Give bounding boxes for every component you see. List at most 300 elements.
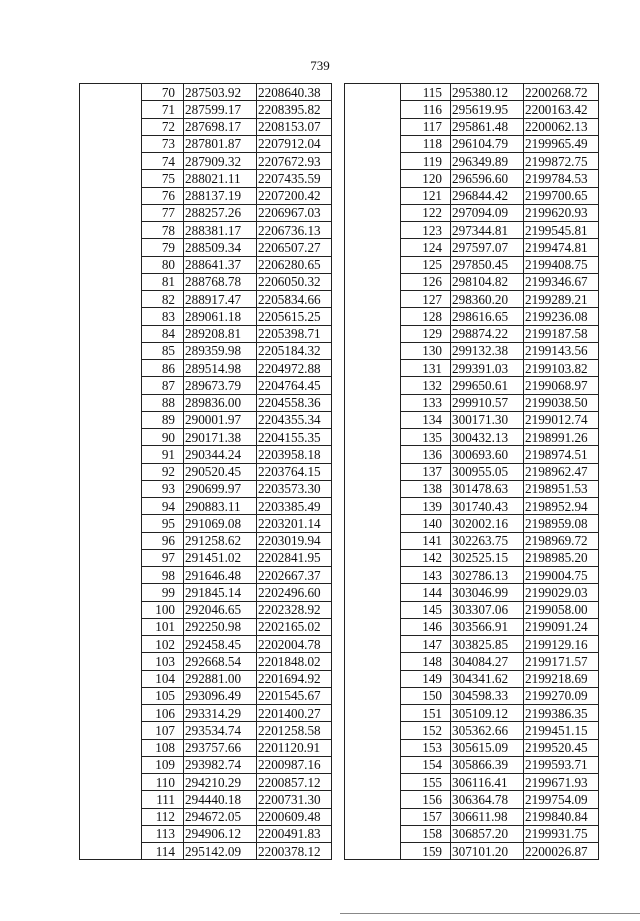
x-coordinate-cell: 287503.92: [184, 84, 257, 101]
point-number-cell: 100: [142, 601, 184, 618]
blank-cell: [80, 342, 142, 359]
blank-cell: [80, 567, 142, 584]
blank-cell: [345, 84, 401, 101]
blank-cell: [345, 429, 401, 446]
x-coordinate-cell: 298616.65: [451, 308, 524, 325]
blank-cell: [80, 170, 142, 187]
blank-cell: [345, 756, 401, 773]
blank-cell: [80, 549, 142, 566]
x-coordinate-cell: 301478.63: [451, 480, 524, 497]
point-number-cell: 154: [401, 756, 451, 773]
blank-cell: [345, 480, 401, 497]
point-number-cell: 116: [401, 101, 451, 118]
blank-cell: [345, 256, 401, 273]
point-number-cell: 134: [401, 411, 451, 428]
point-number-cell: 109: [142, 756, 184, 773]
y-coordinate-cell: 2207912.04: [257, 135, 332, 152]
y-coordinate-cell: 2199068.97: [524, 377, 599, 394]
x-coordinate-cell: 296104.79: [451, 135, 524, 152]
blank-cell: [80, 377, 142, 394]
x-coordinate-cell: 305866.39: [451, 756, 524, 773]
blank-cell: [80, 722, 142, 739]
blank-cell: [80, 791, 142, 808]
table-row: [345, 618, 599, 635]
y-coordinate-cell: 2199872.75: [524, 153, 599, 170]
table-row: [345, 325, 599, 342]
y-coordinate-cell: 2204764.45: [257, 377, 332, 394]
blank-cell: [345, 722, 401, 739]
y-coordinate-cell: 2202496.60: [257, 584, 332, 601]
blank-cell: [345, 739, 401, 756]
y-coordinate-cell: 2208153.07: [257, 118, 332, 135]
table-row: [80, 791, 332, 808]
y-coordinate-cell: 2199545.81: [524, 222, 599, 239]
x-coordinate-cell: 290001.97: [184, 411, 257, 428]
table-row: [80, 756, 332, 773]
x-coordinate-cell: 293534.74: [184, 722, 257, 739]
table-row: [80, 446, 332, 463]
point-number-cell: 135: [401, 429, 451, 446]
blank-cell: [345, 411, 401, 428]
x-coordinate-cell: 303046.99: [451, 584, 524, 601]
x-coordinate-cell: 298104.82: [451, 273, 524, 290]
blank-cell: [345, 825, 401, 842]
x-coordinate-cell: 303825.85: [451, 636, 524, 653]
x-coordinate-cell: 304341.62: [451, 670, 524, 687]
x-coordinate-cell: 306611.98: [451, 808, 524, 825]
table-row: [80, 429, 332, 446]
blank-cell: [80, 705, 142, 722]
point-number-cell: 143: [401, 567, 451, 584]
y-coordinate-cell: 2199091.24: [524, 618, 599, 635]
x-coordinate-cell: 302263.75: [451, 532, 524, 549]
y-coordinate-cell: 2199408.75: [524, 256, 599, 273]
blank-cell: [345, 532, 401, 549]
y-coordinate-cell: 2199520.45: [524, 739, 599, 756]
point-number-cell: 117: [401, 118, 451, 135]
y-coordinate-cell: 2199451.15: [524, 722, 599, 739]
x-coordinate-cell: 293096.49: [184, 687, 257, 704]
table-row: [80, 774, 332, 791]
point-number-cell: 103: [142, 653, 184, 670]
blank-cell: [345, 808, 401, 825]
blank-cell: [345, 360, 401, 377]
table-row: [345, 377, 599, 394]
blank-cell: [80, 480, 142, 497]
x-coordinate-cell: 288021.11: [184, 170, 257, 187]
table-row: [345, 808, 599, 825]
blank-cell: [80, 515, 142, 532]
x-coordinate-cell: 294440.18: [184, 791, 257, 808]
y-coordinate-cell: 2199187.58: [524, 325, 599, 342]
point-number-cell: 107: [142, 722, 184, 739]
coordinate-table-left: [79, 83, 332, 860]
y-coordinate-cell: 2199474.81: [524, 239, 599, 256]
y-coordinate-cell: 2199236.08: [524, 308, 599, 325]
x-coordinate-cell: 287801.87: [184, 135, 257, 152]
y-coordinate-cell: 2199620.93: [524, 204, 599, 221]
blank-cell: [80, 756, 142, 773]
blank-cell: [345, 394, 401, 411]
x-coordinate-cell: 290171.38: [184, 429, 257, 446]
blank-cell: [80, 222, 142, 239]
blank-cell: [80, 360, 142, 377]
table-row: [345, 101, 599, 118]
y-coordinate-cell: 2200268.72: [524, 84, 599, 101]
blank-cell: [80, 687, 142, 704]
point-number-cell: 80: [142, 256, 184, 273]
x-coordinate-cell: 293314.29: [184, 705, 257, 722]
table-row: [345, 567, 599, 584]
blank-cell: [80, 670, 142, 687]
table-row: [345, 239, 599, 256]
table-row: [345, 153, 599, 170]
table-row: [345, 256, 599, 273]
table-row: [80, 670, 332, 687]
point-number-cell: 84: [142, 325, 184, 342]
blank-cell: [345, 153, 401, 170]
y-coordinate-cell: 2208640.38: [257, 84, 332, 101]
x-coordinate-cell: 304598.33: [451, 687, 524, 704]
y-coordinate-cell: 2198991.26: [524, 429, 599, 446]
y-coordinate-cell: 2202841.95: [257, 549, 332, 566]
point-number-cell: 106: [142, 705, 184, 722]
table-row: [80, 360, 332, 377]
x-coordinate-cell: 287909.32: [184, 153, 257, 170]
y-coordinate-cell: 2199965.49: [524, 135, 599, 152]
y-coordinate-cell: 2206507.27: [257, 239, 332, 256]
blank-cell: [345, 273, 401, 290]
table-row: [80, 170, 332, 187]
y-coordinate-cell: 2203573.30: [257, 480, 332, 497]
x-coordinate-cell: 294906.12: [184, 825, 257, 842]
table-row: [345, 480, 599, 497]
x-coordinate-cell: 301740.43: [451, 498, 524, 515]
table-row: [80, 342, 332, 359]
blank-cell: [345, 515, 401, 532]
blank-cell: [80, 739, 142, 756]
x-coordinate-cell: 294210.29: [184, 774, 257, 791]
point-number-cell: 101: [142, 618, 184, 635]
y-coordinate-cell: 2202165.02: [257, 618, 332, 635]
y-coordinate-cell: 2199004.75: [524, 567, 599, 584]
blank-cell: [345, 498, 401, 515]
blank-cell: [345, 170, 401, 187]
point-number-cell: 137: [401, 463, 451, 480]
table-row: [345, 84, 599, 101]
x-coordinate-cell: 298874.22: [451, 325, 524, 342]
x-coordinate-cell: 306364.78: [451, 791, 524, 808]
blank-cell: [80, 653, 142, 670]
blank-cell: [80, 825, 142, 842]
y-coordinate-cell: 2200491.83: [257, 825, 332, 842]
point-number-cell: 74: [142, 153, 184, 170]
blank-cell: [80, 774, 142, 791]
blank-cell: [80, 153, 142, 170]
point-number-cell: 159: [401, 843, 451, 860]
point-number-cell: 71: [142, 101, 184, 118]
table-row: [80, 584, 332, 601]
table-row: [80, 291, 332, 308]
point-number-cell: 95: [142, 515, 184, 532]
blank-cell: [80, 618, 142, 635]
blank-cell: [345, 567, 401, 584]
y-coordinate-cell: 2198952.94: [524, 498, 599, 515]
table-row: [80, 567, 332, 584]
table-row: [80, 618, 332, 635]
table-row: [80, 239, 332, 256]
point-number-cell: 102: [142, 636, 184, 653]
point-number-cell: 151: [401, 705, 451, 722]
point-number-cell: 149: [401, 670, 451, 687]
blank-cell: [345, 239, 401, 256]
blank-cell: [80, 601, 142, 618]
point-number-cell: 136: [401, 446, 451, 463]
y-coordinate-cell: 2204558.36: [257, 394, 332, 411]
y-coordinate-cell: 2198974.51: [524, 446, 599, 463]
blank-cell: [80, 498, 142, 515]
point-number-cell: 152: [401, 722, 451, 739]
point-number-cell: 131: [401, 360, 451, 377]
page-number: 739: [310, 58, 330, 73]
point-number-cell: 105: [142, 687, 184, 704]
table-row: [345, 825, 599, 842]
blank-cell: [345, 549, 401, 566]
point-number-cell: 112: [142, 808, 184, 825]
blank-cell: [80, 584, 142, 601]
y-coordinate-cell: 2202667.37: [257, 567, 332, 584]
x-coordinate-cell: 290883.11: [184, 498, 257, 515]
blank-cell: [345, 636, 401, 653]
x-coordinate-cell: 292668.54: [184, 653, 257, 670]
x-coordinate-cell: 295619.95: [451, 101, 524, 118]
x-coordinate-cell: 288137.19: [184, 187, 257, 204]
blank-cell: [345, 446, 401, 463]
table-row: [80, 498, 332, 515]
x-coordinate-cell: 289836.00: [184, 394, 257, 411]
point-number-cell: 114: [142, 843, 184, 860]
point-number-cell: 158: [401, 825, 451, 842]
x-coordinate-cell: 291069.08: [184, 515, 257, 532]
table-row: [345, 411, 599, 428]
point-number-cell: 86: [142, 360, 184, 377]
blank-cell: [80, 446, 142, 463]
table-row: [80, 549, 332, 566]
table-row: [345, 532, 599, 549]
y-coordinate-cell: 2200857.12: [257, 774, 332, 791]
point-number-cell: 78: [142, 222, 184, 239]
x-coordinate-cell: 297597.07: [451, 239, 524, 256]
blank-cell: [345, 342, 401, 359]
y-coordinate-cell: 2207672.93: [257, 153, 332, 170]
table-row: [345, 549, 599, 566]
x-coordinate-cell: 288641.37: [184, 256, 257, 273]
table-row: [80, 118, 332, 135]
y-coordinate-cell: 2202004.78: [257, 636, 332, 653]
x-coordinate-cell: 290344.24: [184, 446, 257, 463]
table-row: [345, 291, 599, 308]
table-row: [345, 342, 599, 359]
table-row: [345, 722, 599, 739]
table-row: [345, 360, 599, 377]
point-number-cell: 99: [142, 584, 184, 601]
point-number-cell: 96: [142, 532, 184, 549]
table-row: [345, 394, 599, 411]
point-number-cell: 70: [142, 84, 184, 101]
blank-cell: [345, 377, 401, 394]
table-row: [345, 222, 599, 239]
table-row: [345, 791, 599, 808]
point-number-cell: 125: [401, 256, 451, 273]
blank-cell: [345, 118, 401, 135]
x-coordinate-cell: 290699.97: [184, 480, 257, 497]
x-coordinate-cell: 300171.30: [451, 411, 524, 428]
x-coordinate-cell: 292881.00: [184, 670, 257, 687]
x-coordinate-cell: 288768.78: [184, 273, 257, 290]
y-coordinate-cell: 2198959.08: [524, 515, 599, 532]
x-coordinate-cell: 297094.09: [451, 204, 524, 221]
blank-cell: [80, 187, 142, 204]
point-number-cell: 123: [401, 222, 451, 239]
x-coordinate-cell: 296349.89: [451, 153, 524, 170]
table-row: [80, 739, 332, 756]
point-number-cell: 113: [142, 825, 184, 842]
table-row: [345, 308, 599, 325]
x-coordinate-cell: 295380.12: [451, 84, 524, 101]
y-coordinate-cell: 2203764.15: [257, 463, 332, 480]
table-row: [345, 687, 599, 704]
point-number-cell: 128: [401, 308, 451, 325]
blank-cell: [80, 325, 142, 342]
x-coordinate-cell: 289359.98: [184, 342, 257, 359]
x-coordinate-cell: 305615.09: [451, 739, 524, 756]
blank-cell: [80, 808, 142, 825]
table-row: [80, 222, 332, 239]
x-coordinate-cell: 288257.26: [184, 204, 257, 221]
table-row: [80, 532, 332, 549]
point-number-cell: 148: [401, 653, 451, 670]
point-number-cell: 91: [142, 446, 184, 463]
table-row: [80, 411, 332, 428]
point-number-cell: 144: [401, 584, 451, 601]
table-row: [345, 170, 599, 187]
table-row: [345, 739, 599, 756]
table-row: [80, 153, 332, 170]
y-coordinate-cell: 2198951.53: [524, 480, 599, 497]
point-number-cell: 139: [401, 498, 451, 515]
y-coordinate-cell: 2199671.93: [524, 774, 599, 791]
point-number-cell: 73: [142, 135, 184, 152]
x-coordinate-cell: 300693.60: [451, 446, 524, 463]
blank-cell: [80, 84, 142, 101]
x-coordinate-cell: 299132.38: [451, 342, 524, 359]
table-row: [80, 687, 332, 704]
table-row: [345, 429, 599, 446]
point-number-cell: 82: [142, 291, 184, 308]
point-number-cell: 150: [401, 687, 451, 704]
y-coordinate-cell: 2199103.82: [524, 360, 599, 377]
point-number-cell: 145: [401, 601, 451, 618]
point-number-cell: 81: [142, 273, 184, 290]
blank-cell: [80, 204, 142, 221]
y-coordinate-cell: 2199058.00: [524, 601, 599, 618]
table-row: [345, 670, 599, 687]
table-row: [80, 480, 332, 497]
y-coordinate-cell: 2205184.32: [257, 342, 332, 359]
y-coordinate-cell: 2201848.02: [257, 653, 332, 670]
point-number-cell: 75: [142, 170, 184, 187]
point-number-cell: 132: [401, 377, 451, 394]
x-coordinate-cell: 287698.17: [184, 118, 257, 135]
x-coordinate-cell: 302525.15: [451, 549, 524, 566]
y-coordinate-cell: 2201400.27: [257, 705, 332, 722]
x-coordinate-cell: 307101.20: [451, 843, 524, 860]
blank-cell: [80, 101, 142, 118]
y-coordinate-cell: 2199029.03: [524, 584, 599, 601]
point-number-cell: 126: [401, 273, 451, 290]
blank-cell: [345, 204, 401, 221]
blank-cell: [80, 843, 142, 860]
blank-cell: [80, 239, 142, 256]
table-row: [345, 774, 599, 791]
y-coordinate-cell: 2207435.59: [257, 170, 332, 187]
x-coordinate-cell: 290520.45: [184, 463, 257, 480]
x-coordinate-cell: 289061.18: [184, 308, 257, 325]
x-coordinate-cell: 291845.14: [184, 584, 257, 601]
y-coordinate-cell: 2200062.13: [524, 118, 599, 135]
blank-cell: [345, 325, 401, 342]
blank-cell: [345, 101, 401, 118]
y-coordinate-cell: 2205615.25: [257, 308, 332, 325]
point-number-cell: 88: [142, 394, 184, 411]
blank-cell: [80, 118, 142, 135]
table-row: [80, 101, 332, 118]
x-coordinate-cell: 289514.98: [184, 360, 257, 377]
y-coordinate-cell: 2200378.12: [257, 843, 332, 860]
y-coordinate-cell: 2199012.74: [524, 411, 599, 428]
y-coordinate-cell: 2199386.35: [524, 705, 599, 722]
x-coordinate-cell: 288381.17: [184, 222, 257, 239]
point-number-cell: 119: [401, 153, 451, 170]
table-row: [345, 756, 599, 773]
blank-cell: [80, 308, 142, 325]
table-row: [345, 446, 599, 463]
y-coordinate-cell: 2205398.71: [257, 325, 332, 342]
y-coordinate-cell: 2204155.35: [257, 429, 332, 446]
x-coordinate-cell: 304084.27: [451, 653, 524, 670]
y-coordinate-cell: 2198985.20: [524, 549, 599, 566]
table-row: [80, 636, 332, 653]
blank-cell: [80, 429, 142, 446]
blank-cell: [345, 791, 401, 808]
x-coordinate-cell: 289208.81: [184, 325, 257, 342]
x-coordinate-cell: 306857.20: [451, 825, 524, 842]
blank-cell: [345, 653, 401, 670]
y-coordinate-cell: 2202328.92: [257, 601, 332, 618]
x-coordinate-cell: 299391.03: [451, 360, 524, 377]
x-coordinate-cell: 291451.02: [184, 549, 257, 566]
x-coordinate-cell: 300955.05: [451, 463, 524, 480]
y-coordinate-cell: 2199346.67: [524, 273, 599, 290]
x-coordinate-cell: 291646.48: [184, 567, 257, 584]
y-coordinate-cell: 2200163.42: [524, 101, 599, 118]
y-coordinate-cell: 2199784.53: [524, 170, 599, 187]
x-coordinate-cell: 295142.09: [184, 843, 257, 860]
blank-cell: [345, 187, 401, 204]
x-coordinate-cell: 305362.66: [451, 722, 524, 739]
table-row: [345, 705, 599, 722]
table-row: [80, 204, 332, 221]
